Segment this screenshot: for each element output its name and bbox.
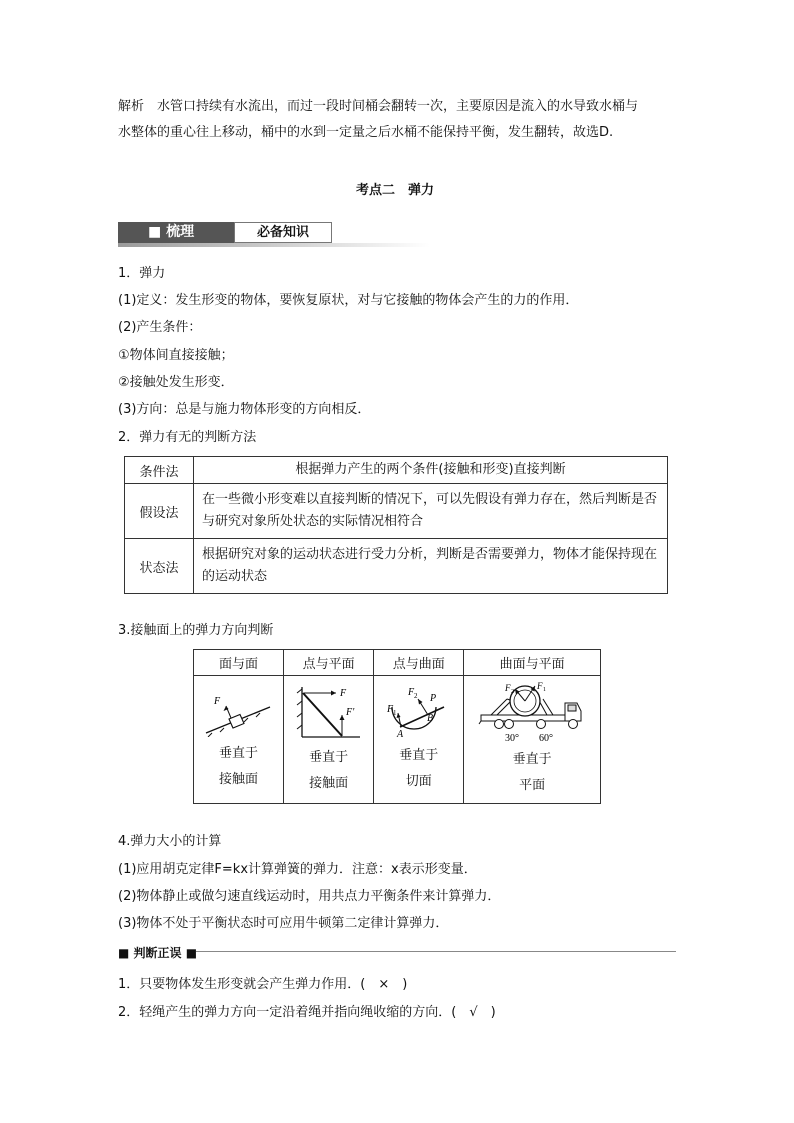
judge-label: ■ 判断正误 ■ [118, 946, 198, 960]
part4-item: (3)物体不处于平衡状态时可应用牛顿第二定律计算弹力． [118, 916, 449, 931]
table-row [194, 676, 601, 804]
rod-corner-figure [294, 683, 364, 741]
force-label-f1: F [537, 680, 543, 691]
banner-left-label: ■ 梳理 [148, 224, 195, 240]
part4-heading: 4.弹力大小的计算 [118, 834, 222, 849]
point-label-p: P [429, 692, 436, 704]
column-header: 曲面与平面 [464, 650, 601, 676]
direction-line2: 接触面 [309, 775, 349, 791]
method-desc: 根据弹力产生的两个条件(接触和形变)直接判断 [194, 457, 668, 484]
force-label-f2: F [505, 682, 511, 693]
cell-point-plane [284, 676, 374, 804]
judgment-method-table [124, 456, 668, 594]
judge-divider [196, 951, 676, 952]
part1-item: (2)产生条件： [118, 320, 202, 335]
direction-line1: 垂直于 [399, 747, 439, 763]
force-label-f2: F [407, 686, 414, 698]
judge-item: 2．轻绳产生的弹力方向一定沿着绳并指向绳收缩的方向．( √ ) [118, 1005, 496, 1020]
direction-line1: 垂直于 [309, 749, 349, 765]
judge-item: 1．只要物体发生形变就会产生弹力作用．( × ) [118, 977, 408, 992]
part1-item: ①物体间直接接触； [118, 348, 234, 363]
force-sub-1: 1 [543, 686, 547, 693]
banner-dark [118, 222, 234, 243]
method-name: 状态法 [125, 539, 194, 594]
part2-heading: 2．弹力有无的判断方法 [118, 430, 257, 445]
analysis-line-1: 解析 水管口持续有水流出，而过一段时间桶会翻转一次，主要原因是流入的水导致水桶与 [118, 99, 639, 114]
force-label-f-prime: F' [345, 706, 354, 718]
table-row [125, 539, 668, 594]
banner-right-label: 必备知识 [234, 222, 332, 243]
direction-line2: 切面 [405, 773, 432, 789]
column-header: 点与平面 [284, 650, 374, 676]
rod-in-bowl-figure [384, 685, 454, 739]
cell-curve-plane [464, 676, 601, 804]
truck-cylinder-figure [477, 681, 587, 743]
point-label-a: A [396, 728, 403, 739]
angle-label-60: 60° [539, 732, 554, 743]
part4-item: (1)应用胡克定律F=kx计算弹簧的弹力．注意：x表示形变量． [118, 862, 477, 877]
point-label-b: B [426, 712, 433, 724]
analysis-line-2: 水整体的重心往上移动，桶中的水到一定量之后水桶不能保持平衡，发生翻转，故选D. [118, 125, 614, 140]
force-sub-2: 2 [511, 688, 515, 695]
incline-block-figure [204, 687, 274, 737]
force-sub-2: 2 [413, 691, 418, 700]
direction-line2: 接触面 [219, 771, 259, 787]
method-desc: 在一些微小形变难以直接判断的情况下，可以先假设有弹力存在，然后判断是否与研究对象所处状态的实际情况相符合 [194, 484, 668, 539]
part3-heading: 3.接触面上的弹力方向判断 [118, 623, 274, 638]
section-title: 考点二 弹力 [356, 183, 435, 198]
force-label-f1: F [386, 703, 393, 715]
method-name: 假设法 [125, 484, 194, 539]
direction-line1: 垂直于 [512, 751, 552, 767]
force-label-f: F [213, 695, 220, 707]
force-label-f: F [339, 687, 346, 699]
table-row [125, 484, 668, 539]
part4-item: (2)物体静止或做匀速直线运动时，用共点力平衡条件来计算弹力． [118, 889, 501, 904]
contact-direction-table [193, 649, 601, 804]
column-header: 点与曲面 [374, 650, 464, 676]
direction-line2: 平面 [519, 777, 546, 793]
method-desc: 根据研究对象的运动状态进行受力分析，判断是否需要弹力，物体才能保持现在的运动状态 [194, 539, 668, 594]
angle-label-30: 30° [505, 732, 520, 743]
cell-point-curve [374, 676, 464, 804]
part1-heading: 1．弹力 [118, 266, 166, 281]
part1-item: (3)方向：总是与施力物体形变的方向相反． [118, 402, 371, 417]
table-row [125, 457, 668, 484]
banner-underline [118, 243, 430, 247]
cell-face-face [194, 676, 284, 804]
force-sub-1: 1 [392, 708, 397, 717]
part1-item: ②接触处发生形变． [118, 375, 234, 390]
column-header: 面与面 [194, 650, 284, 676]
table-header-row [194, 650, 601, 676]
method-name: 条件法 [125, 457, 194, 484]
direction-line1: 垂直于 [219, 745, 259, 761]
part1-item: (1)定义：发生形变的物体，要恢复原状，对与它接触的物体会产生的力的作用． [118, 293, 579, 308]
